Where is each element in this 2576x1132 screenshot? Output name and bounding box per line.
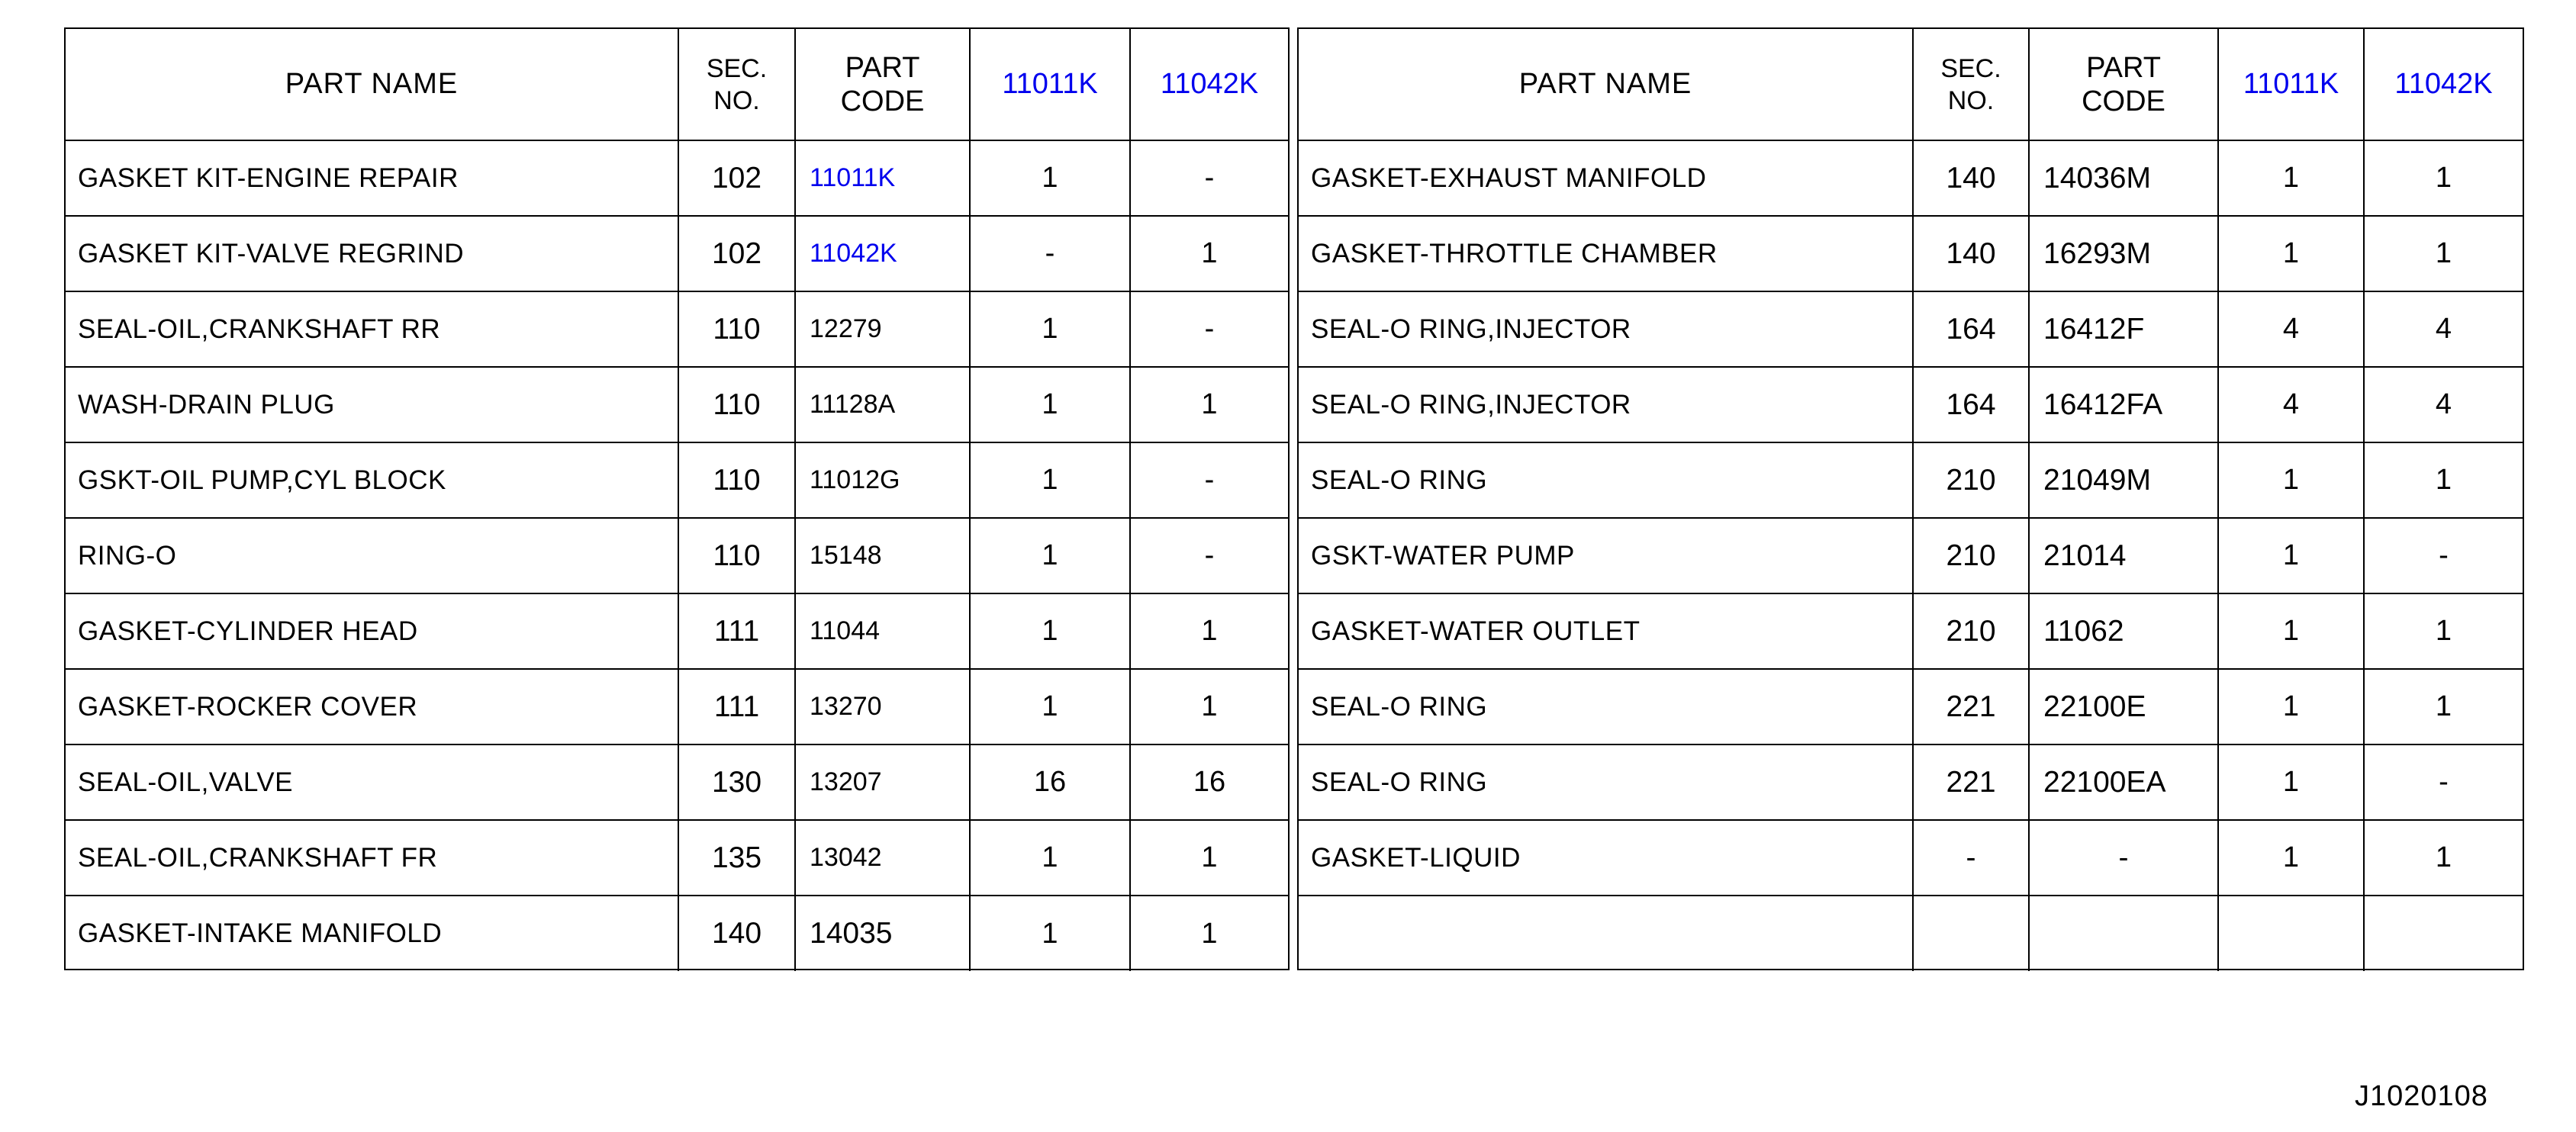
table-row: [66, 291, 1288, 367]
qty-11042k-cell: 1: [1130, 593, 1288, 669]
part-name-cell: SEAL-OIL,CRANKSHAFT RR: [66, 291, 678, 367]
sec-no-cell: 164: [1913, 367, 2029, 442]
part-name-cell: GASKET KIT-ENGINE REPAIR: [66, 140, 678, 216]
qty-11042k-cell: -: [2364, 744, 2523, 820]
left-parts-table: [66, 29, 1288, 971]
table-row: [66, 367, 1288, 442]
table-row: [66, 896, 1288, 971]
table-row: [66, 140, 1288, 216]
part-code-cell: 14035: [795, 896, 970, 971]
sec-no-cell: -: [1913, 820, 2029, 896]
part-name-cell: GASKET-WATER OUTLET: [1299, 593, 1913, 669]
header-kit-11042k: 11042K: [2364, 29, 2523, 140]
part-code-cell: 11011K: [795, 140, 970, 216]
table-row: [1299, 593, 2523, 669]
right-table-half: [1297, 27, 2524, 970]
part-name-cell: SEAL-OIL,CRANKSHAFT FR: [66, 820, 678, 896]
part-code-cell: -: [2029, 820, 2218, 896]
part-code-cell: 13042: [795, 820, 970, 896]
header-part-name: PART NAME: [1299, 29, 1913, 140]
left-table-half: [64, 27, 1290, 970]
gasket-kit-parts-table: [64, 27, 2524, 970]
qty-11042k-cell: 1: [2364, 820, 2523, 896]
part-name-cell: GASKET KIT-VALVE REGRIND: [66, 216, 678, 291]
qty-11011k-cell: 1: [2218, 669, 2364, 744]
qty-11011k-cell: 1: [2218, 593, 2364, 669]
qty-11011k-cell: 1: [2218, 820, 2364, 896]
sec-no-cell: 130: [678, 744, 795, 820]
part-code-cell: 11128A: [795, 367, 970, 442]
table-row: [1299, 518, 2523, 593]
qty-11042k-cell: -: [1130, 518, 1288, 593]
qty-11011k-cell: 1: [970, 140, 1130, 216]
qty-11011k-cell: 16: [970, 744, 1130, 820]
part-code-cell: 13270: [795, 669, 970, 744]
part-code-cell: [2029, 896, 2218, 971]
header-part-name: PART NAME: [66, 29, 678, 140]
table-row: [66, 442, 1288, 518]
part-name-cell: GASKET-LIQUID: [1299, 820, 1913, 896]
qty-11011k-cell: 1: [2218, 442, 2364, 518]
table-row: [66, 518, 1288, 593]
header-part-code: PART CODE: [795, 29, 970, 140]
qty-11042k-cell: 1: [2364, 593, 2523, 669]
sec-no-cell: 135: [678, 820, 795, 896]
qty-11042k-cell: 1: [2364, 140, 2523, 216]
qty-11042k-cell: -: [1130, 291, 1288, 367]
sec-no-cell: 102: [678, 140, 795, 216]
header-sec-no: SEC. NO.: [1913, 29, 2029, 140]
header-sec-no: SEC. NO.: [678, 29, 795, 140]
qty-11042k-cell: -: [2364, 518, 2523, 593]
part-name-cell: SEAL-O RING,INJECTOR: [1299, 367, 1913, 442]
sec-no-cell: 111: [678, 593, 795, 669]
part-name-cell: GASKET-EXHAUST MANIFOLD: [1299, 140, 1913, 216]
part-code-cell: 13207: [795, 744, 970, 820]
part-code-cell: 11042K: [795, 216, 970, 291]
part-name-cell: SEAL-O RING,INJECTOR: [1299, 291, 1913, 367]
sec-no-cell: 110: [678, 367, 795, 442]
header-part-code: PART CODE: [2029, 29, 2218, 140]
part-code-cell: 11012G: [795, 442, 970, 518]
table-row: [1299, 442, 2523, 518]
qty-11042k-cell: [2364, 896, 2523, 971]
right-header-row: [1299, 29, 2523, 140]
part-code-cell: 11044: [795, 593, 970, 669]
table-row: [66, 216, 1288, 291]
table-row: [1299, 291, 2523, 367]
part-code-cell: 22100E: [2029, 669, 2218, 744]
part-name-cell: [1299, 896, 1913, 971]
table-row: [1299, 367, 2523, 442]
part-name-cell: GASKET-INTAKE MANIFOLD: [66, 896, 678, 971]
qty-11042k-cell: 1: [2364, 216, 2523, 291]
sec-no-cell: 140: [1913, 140, 2029, 216]
part-name-cell: SEAL-O RING: [1299, 442, 1913, 518]
sec-no-cell: 140: [1913, 216, 2029, 291]
sec-no-cell: 221: [1913, 669, 2029, 744]
qty-11042k-cell: 4: [2364, 291, 2523, 367]
sec-no-cell: [1913, 896, 2029, 971]
table-row: [66, 669, 1288, 744]
part-name-cell: RING-O: [66, 518, 678, 593]
qty-11011k-cell: 4: [2218, 291, 2364, 367]
part-code-cell: 21049M: [2029, 442, 2218, 518]
table-row: [66, 744, 1288, 820]
qty-11011k-cell: 1: [970, 291, 1130, 367]
table-row: [1299, 820, 2523, 896]
qty-11042k-cell: 1: [1130, 367, 1288, 442]
qty-11042k-cell: 1: [1130, 896, 1288, 971]
part-code-cell: 16412FA: [2029, 367, 2218, 442]
part-name-cell: SEAL-OIL,VALVE: [66, 744, 678, 820]
qty-11042k-cell: 4: [2364, 367, 2523, 442]
figure-reference-code: J1020108: [2355, 1080, 2488, 1112]
table-row: [66, 593, 1288, 669]
part-code-cell: 16412F: [2029, 291, 2218, 367]
table-row: [1299, 669, 2523, 744]
qty-11011k-cell: 1: [970, 593, 1130, 669]
sec-no-cell: 140: [678, 896, 795, 971]
part-name-cell: GASKET-ROCKER COVER: [66, 669, 678, 744]
header-kit-11042k: 11042K: [1130, 29, 1288, 140]
header-kit-11011k: 11011K: [2218, 29, 2364, 140]
part-name-cell: WASH-DRAIN PLUG: [66, 367, 678, 442]
part-name-cell: SEAL-O RING: [1299, 744, 1913, 820]
qty-11042k-cell: 1: [1130, 820, 1288, 896]
qty-11011k-cell: 1: [2218, 518, 2364, 593]
header-kit-11011k: 11011K: [970, 29, 1130, 140]
part-code-cell: 16293M: [2029, 216, 2218, 291]
qty-11011k-cell: 1: [2218, 744, 2364, 820]
sec-no-cell: 221: [1913, 744, 2029, 820]
qty-11042k-cell: 1: [1130, 216, 1288, 291]
qty-11042k-cell: -: [1130, 442, 1288, 518]
qty-11011k-cell: -: [970, 216, 1130, 291]
part-code-cell: 21014: [2029, 518, 2218, 593]
qty-11011k-cell: 4: [2218, 367, 2364, 442]
table-row: [1299, 744, 2523, 820]
table-row: [1299, 896, 2523, 971]
part-code-cell: 14036M: [2029, 140, 2218, 216]
part-name-cell: GASKET-CYLINDER HEAD: [66, 593, 678, 669]
qty-11011k-cell: [2218, 896, 2364, 971]
qty-11011k-cell: 1: [2218, 216, 2364, 291]
sec-no-cell: 110: [678, 518, 795, 593]
part-name-cell: GSKT-WATER PUMP: [1299, 518, 1913, 593]
sec-no-cell: 210: [1913, 442, 2029, 518]
part-name-cell: GASKET-THROTTLE CHAMBER: [1299, 216, 1913, 291]
sec-no-cell: 110: [678, 291, 795, 367]
sec-no-cell: 210: [1913, 593, 2029, 669]
qty-11011k-cell: 1: [2218, 140, 2364, 216]
sec-no-cell: 102: [678, 216, 795, 291]
part-name-cell: SEAL-O RING: [1299, 669, 1913, 744]
left-header-row: [66, 29, 1288, 140]
qty-11011k-cell: 1: [970, 896, 1130, 971]
qty-11042k-cell: -: [1130, 140, 1288, 216]
part-code-cell: 22100EA: [2029, 744, 2218, 820]
sec-no-cell: 164: [1913, 291, 2029, 367]
part-code-cell: 11062: [2029, 593, 2218, 669]
qty-11042k-cell: 1: [2364, 669, 2523, 744]
qty-11011k-cell: 1: [970, 669, 1130, 744]
sec-no-cell: 110: [678, 442, 795, 518]
qty-11011k-cell: 1: [970, 820, 1130, 896]
table-row: [66, 820, 1288, 896]
qty-11011k-cell: 1: [970, 367, 1130, 442]
qty-11042k-cell: 1: [1130, 669, 1288, 744]
part-code-cell: 15148: [795, 518, 970, 593]
sec-no-cell: 111: [678, 669, 795, 744]
part-name-cell: GSKT-OIL PUMP,CYL BLOCK: [66, 442, 678, 518]
table-row: [1299, 140, 2523, 216]
qty-11042k-cell: 16: [1130, 744, 1288, 820]
qty-11011k-cell: 1: [970, 518, 1130, 593]
sec-no-cell: 210: [1913, 518, 2029, 593]
table-row: [1299, 216, 2523, 291]
qty-11011k-cell: 1: [970, 442, 1130, 518]
right-parts-table: [1299, 29, 2523, 971]
qty-11042k-cell: 1: [2364, 442, 2523, 518]
part-code-cell: 12279: [795, 291, 970, 367]
